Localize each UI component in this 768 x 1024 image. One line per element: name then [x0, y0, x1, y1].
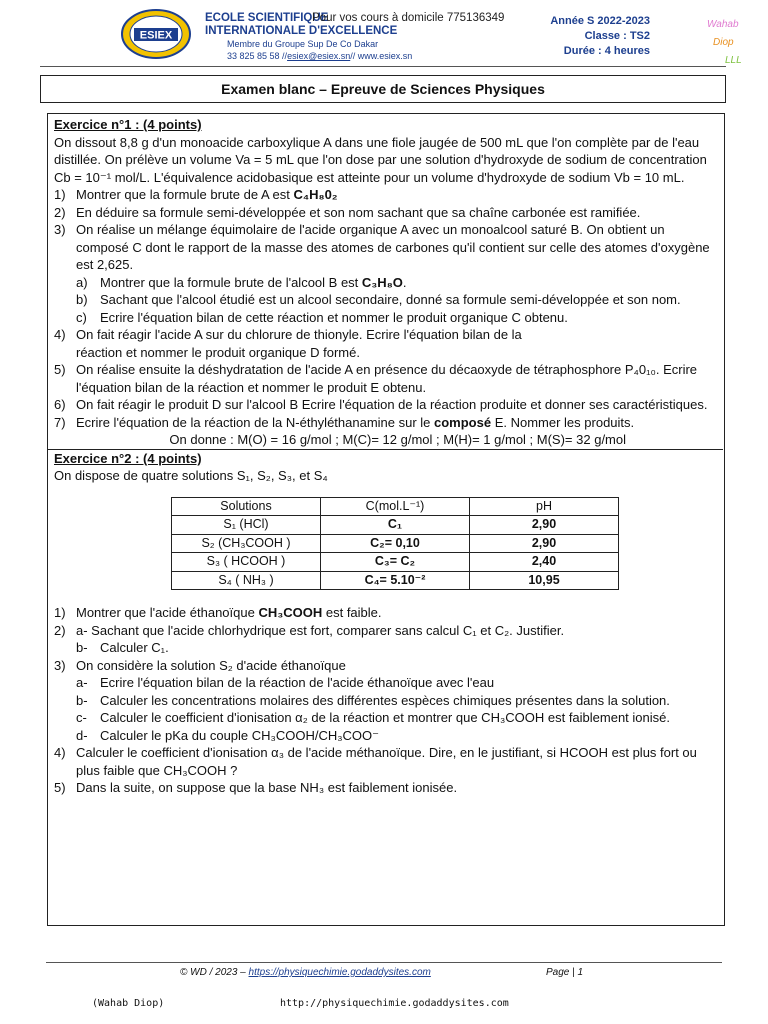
year-label: Année S 2022-2023 [550, 15, 650, 27]
exercise1-q3a: a) Montrer que la formule brute de l'alcool B est C₃H₈O. [76, 274, 407, 290]
school-contact: 33 825 85 58 // esiex@esiex.sn // www.esiex.sn [227, 51, 413, 61]
table-header-row [172, 497, 619, 516]
exercise2-q3: 3) On considère la solution S₂ d'acide éthanoïque [54, 657, 346, 673]
exercise2-heading: Exercice n°2 : (4 points) [54, 450, 202, 466]
exercise1-q1: 1) Montrer que la formule brute de A est C₄H₈0₂ [54, 187, 338, 202]
table-cell: 2,40 [470, 553, 619, 572]
exercise1-q5: 5) On réalise ensuite la déshydratation de l'acide A en présence du décaoxyde de tétraphosphore P₄0₁₀. Ecrire l'équation bilan de la réaction et nommer le produit E obtenu. [54, 362, 698, 395]
exercise1-data: On donne : M(O) = 16 g/mol ; M(C)= 12 g/mol ; M(H)= 1 g/mol ; M(S)= 32 g/mol [169, 432, 626, 447]
exercise2-q4: 4) Calculer le coefficient d'ionisation α₃ de l'acide méthanoïque. Dire, en le justifiant, si HCOOH est plus fort ou plus faible que CH₃COOH ? [54, 745, 697, 778]
exercise1-q3c: c) Ecrire l'équation bilan de cette réaction et nommer le produit organique C obtenu. [76, 309, 568, 325]
footer-divider [46, 962, 722, 963]
table-row [172, 534, 619, 553]
table-header: Solutions [172, 497, 321, 516]
exercise2-q2b: b- Calculer C₁. [76, 640, 169, 655]
wahab-logo: Wahab Diop LLL [707, 19, 742, 66]
duration-label: Durée : 4 heures [563, 45, 650, 57]
table-cell: 2,90 [470, 516, 619, 535]
table-cell: 10,95 [470, 571, 619, 590]
school-member: Membre du Groupe Sup De Co Dakar [227, 39, 379, 49]
exercises-content [54, 116, 718, 797]
exercise2-intro: On dispose de quatre solutions S₁, S₂, S₃, et S₄ [54, 468, 328, 483]
exercise1-q4: 4) On fait réagir l'acide A sur du chlorure de thionyle. Ecrire l'équation bilan de la réaction et nommer le produit organique D formé. [54, 327, 522, 360]
exercise1-q2: 2) En déduire sa formule semi-développée et son nom sachant que sa chaîne carbonée est ramifiée. [54, 204, 641, 220]
exercise1-heading: Exercice n°1 : (4 points) [54, 117, 202, 132]
exercise1-q6: 6) On fait réagir le produit D sur l'alcool B Ecrire l'équation de la réaction produite et donner ses caractéristiques. [54, 397, 708, 412]
promo-text: Pour vos cours à domicile 775136349 [312, 12, 505, 24]
exercise2-q3c: c- Calculer le coefficient d'ionisation α₂ de la réaction et montrer que CH₃COOH est faiblement ionisé. [76, 710, 670, 725]
school-name-line1: ECOLE SCIENTIFIQUE [205, 12, 329, 24]
exercise1-q3: 3) On réalise un mélange équimolaire de l'acide organique A avec un monoalcool saturé B. On obtient un composé C dont le rapport de la masse des atomes de carbones qu'il contient sur celle des atomes d'oxygène est 2,625. [54, 222, 710, 272]
bottom-url[interactable]: http://physiquechimie.godaddysites.com [280, 998, 509, 1009]
table-header: pH [470, 497, 619, 516]
class-label: Classe : TS2 [584, 30, 650, 42]
school-logo [118, 8, 194, 60]
exercise1-q7: 7) Ecrire l'équation de la réaction de la N-éthyléthanamine sur le composé E. Nommer les produits. [54, 414, 635, 430]
school-email-link[interactable]: esiex@esiex.sn [287, 51, 351, 61]
footer-url-link[interactable]: https://physiquechimie.godaddysites.com [248, 967, 431, 978]
page-title: Examen blanc – Epreuve de Sciences Physiques [40, 75, 726, 103]
table-cell: 2,90 [470, 534, 619, 553]
exam-info [540, 14, 650, 59]
exercise2-q3d: d- Calculer le pKa du couple CH₃COOH/CH₃COO⁻ [76, 727, 379, 743]
exercise2-q5: 5) Dans la suite, on suppose que la base NH₃ est faiblement ionisée. [54, 780, 458, 795]
table-cell: C₄= 5.10⁻² [321, 571, 470, 590]
table-cell: S₃ ( HCOOH ) [172, 553, 321, 572]
exercise1-q3b: b) Sachant que l'alcool étudié est un alcool secondaire, donné sa formule semi-développée et son nom. [76, 292, 681, 307]
table-cell: S₁ (HCl) [172, 516, 321, 535]
table-cell: C₁ [321, 516, 470, 535]
school-name-line2: INTERNATIONALE D'EXCELLENCE [205, 25, 398, 37]
exercise2-q3a: a- Ecrire l'équation bilan de la réaction de l'acide éthanoïque avec l'eau [76, 675, 495, 690]
table-cell: C₂= 0,10 [321, 534, 470, 553]
table-cell: S₂ (CH₃COOH ) [172, 534, 321, 553]
table-cell: C₃= C₂ [321, 553, 470, 572]
exercise2-q2: 2) a- Sachant que l'acide chlorhydrique est fort, comparer sans calcul C₁ et C₂. Justifier. [54, 622, 565, 638]
solutions-table [171, 497, 619, 591]
table-row [172, 553, 619, 572]
header-divider [40, 66, 726, 67]
table-cell: S₄ ( NH₃ ) [172, 571, 321, 590]
author-name: (Wahab Diop) [92, 998, 165, 1009]
page-number: Page | 1 [546, 967, 584, 978]
table-row [172, 516, 619, 535]
exercise2-q3b: b- Calculer les concentrations molaires des différentes espèces chimiques présentes dans la solution. [76, 692, 670, 708]
exercise1-intro: On dissout 8,8 g d'un monoacide carboxylique A dans une fiole jaugée de 500 mL que l'on complète par de l'eau distillée. On prélève un volume Va = 5 mL que l'on dose par une solution d'hydroxyde de sodium de concentration Cb = 10⁻¹ mol/L. L'équivalence acidobasique est atteinte pour un volume d'hydroxyde de sodium Vb = 10 mL. [54, 134, 707, 185]
table-header: C(mol.L⁻¹) [321, 497, 470, 516]
table-row [172, 571, 619, 590]
footer-credit: © WD / 2023 – https://physiquechimie.godaddysites.com [180, 967, 431, 978]
exercise2-q1: 1) Montrer que l'acide éthanoïque CH₃COOH est faible. [54, 605, 382, 620]
logo-text: ESIEX [139, 29, 173, 42]
